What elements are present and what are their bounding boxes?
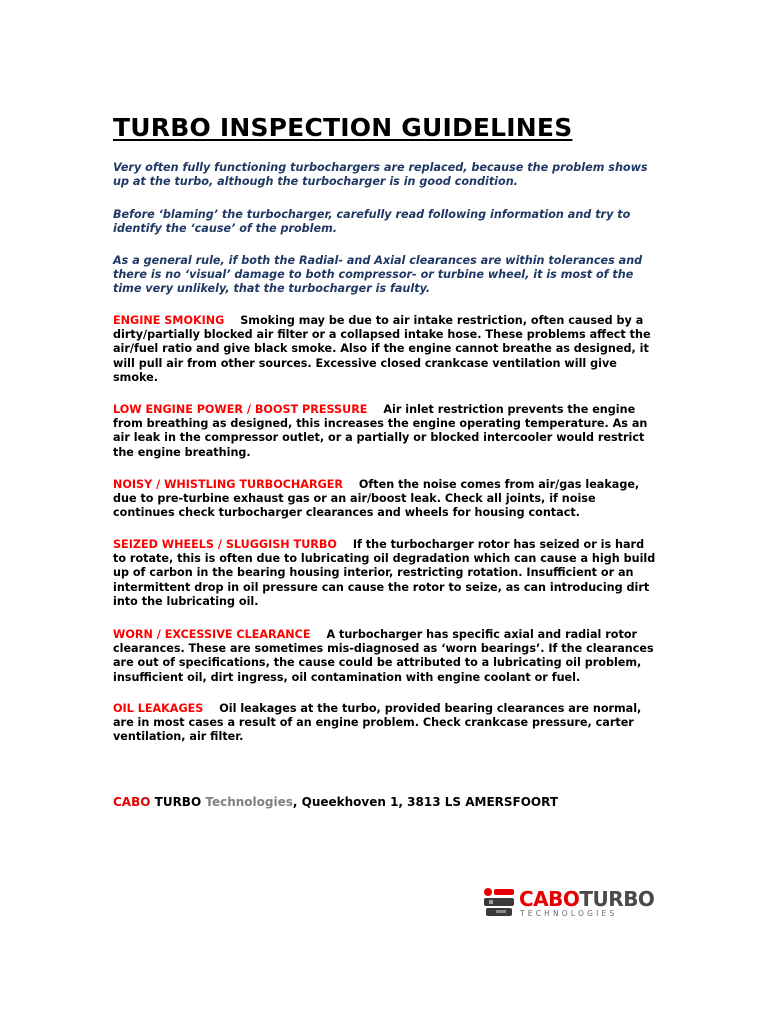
intro-paragraph-3: As a general rule, if both the Radial- and Axial clearances are within tolerances and there is no ‘visual’ damage to both compressor- or turbine wheel, it is most of the time very unlikely, that the turbocharger is faulty. — [113, 254, 643, 295]
intro-paragraph-1: Very often fully functioning turbochargers are replaced, because the problem shows up at the turbo, although the turbocharger is in good condition. — [113, 161, 648, 188]
logo-cabo: CABO — [519, 887, 580, 911]
section-heading: OIL LEAKAGES — [113, 702, 204, 715]
footer-cabo: CABO — [113, 795, 151, 809]
section-text: A turbocharger has specific axial and radial rotor clearances. These are sometimes mis-diagnosed as ‘worn bearings’. If the clearances are out of specifications, the cause could be attributed to a lubricating oil problem, insufficient oil, dirt ingress, oil contamination with engine coolant or fuel. — [113, 628, 654, 684]
section-text: Often the noise comes from air/gas leakage, due to pre-turbine exhaust gas or an air/boost leak. Check all joints, if noise continues check turbocharger clearances and wheels for housing contact. — [113, 478, 640, 520]
footer-address: , Queekhoven 1, 3813 LS AMERSFOORT — [292, 795, 559, 809]
section-text: If the turbocharger rotor has seized or is hard to rotate, this is often due to lubricating oil degradation which can cause a high build up of carbon in the bearing housing interior, restricting rotation. Insufficient or an intermittent drop in oil pressure can cause the rotor to seize, as can introducing dirt into the lubricating oil. — [113, 538, 656, 608]
turbo-logo-icon — [482, 887, 516, 919]
section-heading: WORN / EXCESSIVE CLEARANCE — [113, 628, 311, 641]
section-low-engine-power — [113, 403, 658, 460]
section-text: Smoking may be due to air intake restriction, often caused by a dirty/partially blocked air filter or a collapsed intake hose. These problems affect the air/fuel ratio and give black smoke. Also if the engine cannot breathe as designed, it will pull air from other sources. Excessive closed crankcase ventilation will give smoke. — [113, 314, 651, 384]
section-heading: LOW ENGINE POWER / BOOST PRESSURE — [113, 403, 368, 416]
section-oil-leakages — [113, 702, 658, 745]
section-heading: NOISY / WHISTLING TURBOCHARGER — [113, 478, 344, 491]
section-worn-clearance — [113, 628, 658, 685]
section-text: Oil leakages at the turbo, provided bearing clearances are normal, are in most cases a result of an engine problem. Check crankcase pressure, carter ventilation, air filter. — [113, 702, 642, 744]
footer-turbo: TURBO — [154, 795, 202, 809]
company-address — [113, 795, 558, 809]
company-logo — [482, 887, 655, 921]
section-noisy-turbocharger — [113, 478, 658, 521]
section-heading: ENGINE SMOKING — [113, 314, 225, 327]
footer-technologies: Technologies — [205, 795, 293, 809]
page-title: TURBO INSPECTION GUIDELINES — [113, 113, 573, 142]
logo-wordmark — [519, 887, 654, 911]
section-engine-smoking — [113, 314, 658, 385]
section-heading: SEIZED WHEELS / SLUGGISH TURBO — [113, 538, 337, 551]
section-seized-wheels — [113, 538, 658, 609]
logo-subtitle: TECHNOLOGIES — [520, 909, 618, 918]
section-text: Air inlet restriction prevents the engine from breathing as designed, this increases the engine operating temperature. As an air leak in the compressor outlet, or a partially or blocked intercooler would restrict the engine breathing. — [113, 403, 648, 459]
logo-turbo: TURBO — [579, 887, 655, 911]
intro-paragraph-2: Before ‘blaming’ the turbocharger, carefully read following information and try to identify the ‘cause’ of the problem. — [113, 208, 631, 235]
